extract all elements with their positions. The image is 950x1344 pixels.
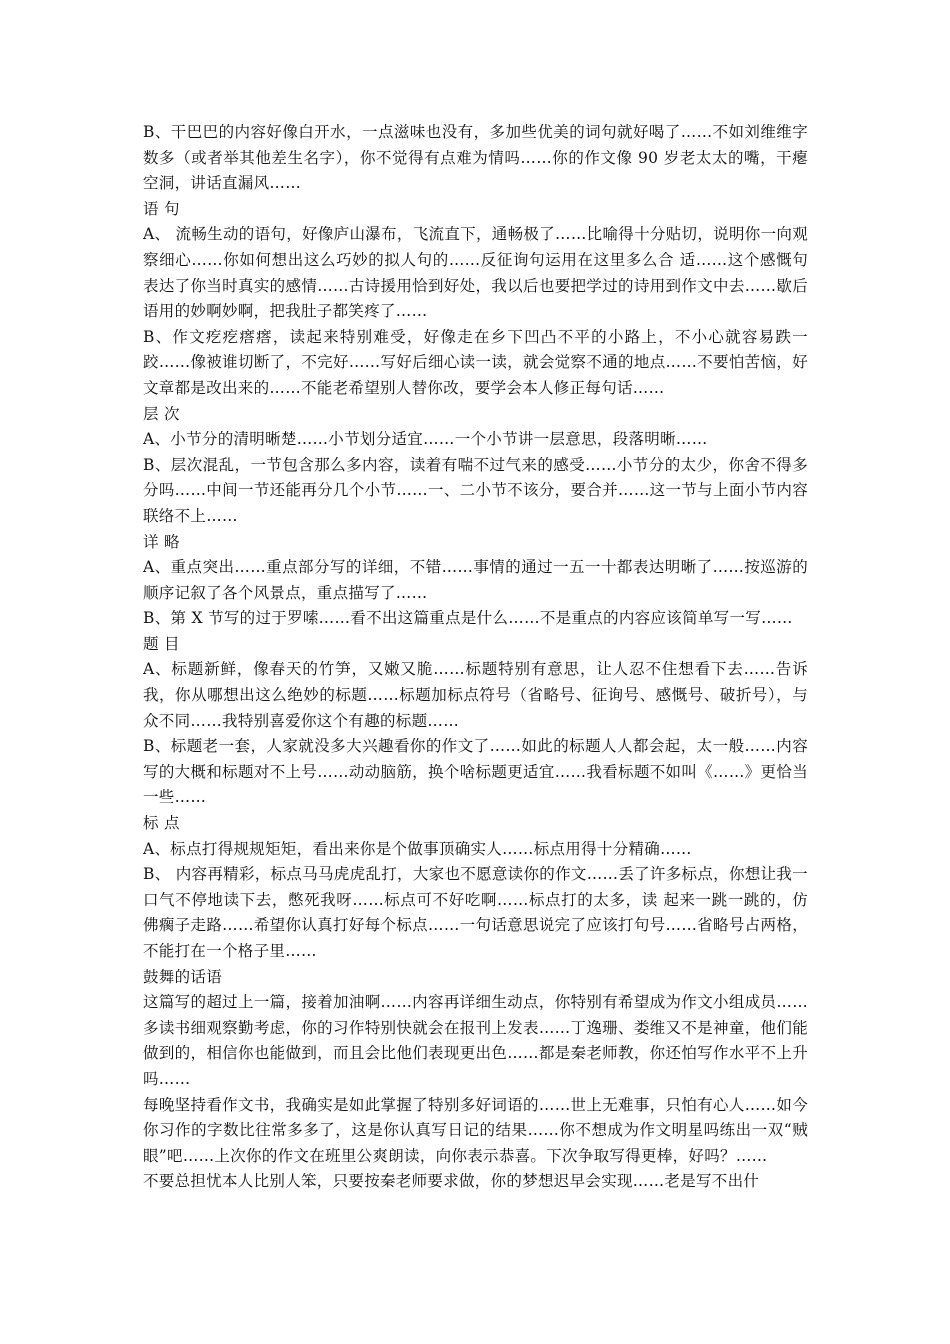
paragraph-sentences-b: B、作文疙疙瘩瘩，读起来特别难受，好像走在乡下凹凸不平的小路上，不小心就容易跌一跤……像被谁切断了，不完好……写好后细心读一读，就会觉察不通的地点……不要怕苦恼，好文章都是改出来的……不能老希望别人替你改，要学会本人修正每句话……	[143, 327, 808, 397]
paragraph-sentences-a: A、 流畅生动的语句，好像庐山瀑布，飞流直下，通畅极了……比喻得十分贴切，说明你一向观察细心……你如何想出这么巧妙的拟人句的……反征询句运用在这里多么合 适……这个感慨句表达了你当时真实的感情……古诗援用恰到好处，我以后也要把学过的诗用到作文中去……歇后语用的妙啊妙啊，把我肚子都笑疼了……	[143, 225, 808, 321]
paragraph-structure-a: A、小节分的清明晰楚……小节划分适宜……一个小节讲一层意思，段落明晰……	[143, 430, 708, 449]
paragraph-encouragement-3: 不要总担忧本人比别人笨，只要按秦老师要求做，你的梦想迟早会实现……老是写不出什	[143, 1172, 760, 1191]
paragraph-punctuation-b: B、 内容再精彩，标点马马虎虎乱打，大家也不愿意读你的作文……丢了许多标点，你想让我一口气不停地读下去，憋死我呀……标点可不好吃啊……标点打的太多，读 起来一跳一跳的，仿佛瘸子走路……希望你认真打好每个标点……一句话意思说完了应该打句号……省略号占两格，不能打在一个格子里……	[143, 865, 808, 960]
paragraph-structure-b: B、层次混乱，一节包含那么多内容，读着有喘不过气来的感受……小节分的太少，你舍不得多分吗……中间一节还能再分几个小节……一、二小节不该分，要合并……这一节与上面小节内容联络不上……	[143, 455, 808, 525]
paragraph-title-a: A、标题新鲜，像春天的竹笋，又嫩又脆……标题特别有意思，让人忍不住想看下去……告诉我，你从哪想出这么绝妙的标题……标题加标点符号（省略号、征询号、感慨号、破折号），与众不同……我特别喜爱你这个有趣的标题……	[143, 660, 808, 730]
heading-punctuation: 标 点	[143, 814, 180, 833]
document-page	[143, 120, 808, 1195]
paragraph-encouragement-1: 这篇写的超过上一篇，接着加油啊……内容再详细生动点，你特别有希望成为作文小组成员……多读书细观察勤考虑，你的习作特别快就会在报刊上发表……丁逸珊、娄维又不是神童，他们能做到的，相信你也能做到，而且会比他们表现更出色……都是秦老师教，你还怕写作水平不上升吗……	[143, 993, 808, 1088]
heading-title: 题 目	[143, 634, 180, 653]
heading-sentences: 语 句	[143, 199, 180, 218]
paragraph-encouragement-2: 每晚坚持看作文书，我确实是如此掌握了特别多好词语的……世上无难事，只怕有心人……如今你习作的字数比往常多多了，这是你认真写日记的结果……你不想成为作文明星吗练出一双“贼眼”吧……上次你的作文在班里公爽朗读，向你表示恭喜。下次争取写得更棒，好吗？……	[143, 1095, 808, 1165]
heading-encouragement: 鼓舞的话语	[143, 967, 223, 986]
heading-detail: 详 略	[143, 532, 180, 551]
heading-structure: 层 次	[143, 404, 180, 423]
paragraph-punctuation-a: A、标点打得规规矩矩，看出来你是个做事顶确实人……标点用得十分精确……	[143, 839, 692, 858]
paragraph-detail-a: A、重点突出……重点部分写的详细，不错……事情的通过一五一十都表达明晰了……按巡游的顺序记叙了各个风景点，重点描写了……	[143, 558, 808, 602]
paragraph-title-b: B、标题老一套，人家就没多大兴趣看你的作文了……如此的标题人人都会起，太一般……内容写的大概和标题对不上号……动动脑筋，换个啥标题更适宜……我看标题不如叫《……》更恰当一些……	[143, 737, 808, 807]
paragraph-detail-b: B、第 X 节写的过于罗嗦……看不出这篇重点是什么……不是重点的内容应该简单写一写……	[143, 609, 793, 628]
paragraph-content-b: B、干巴巴的内容好像白开水，一点滋味也没有，多加些优美的词句就好喝了……不如刘维维字数多（或者举其他差生名字），你不觉得有点难为情吗……你的作文像 90 岁老太太的嘴，干瘪空洞，讲话直漏风……	[143, 123, 808, 193]
